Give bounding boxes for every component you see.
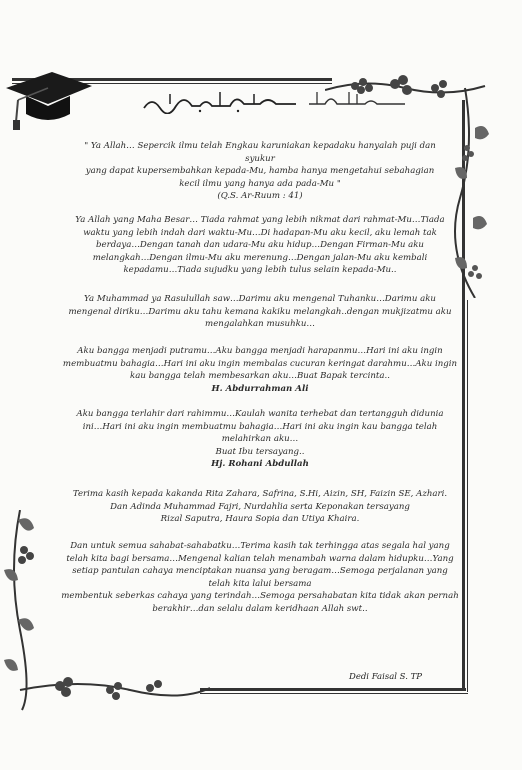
text-line: berakhir…dan selalu dalam keridhaan Allah swt.. <box>152 603 368 614</box>
mother-name: Hj. Rohani Abdullah <box>211 459 309 470</box>
frame-right-thin-line <box>467 300 468 692</box>
text-line: " Ya Allah… Sepercik ilmu telah Engkau karuniakan kepadaku hanyalah puji dan <box>84 141 436 151</box>
frame-bottom-line <box>200 688 466 691</box>
bismillah-calligraphy-icon <box>140 88 300 114</box>
text-line: berdaya…Dengan tanah dan udara-Mu aku hidup…Dengan Firman-Mu aku <box>96 240 424 251</box>
text-line: ini…Hari ini aku ingin membuatmu bahagia…Hari ini aku ingin kau bangga telah <box>82 421 438 432</box>
father-paragraph <box>60 345 460 395</box>
text-line: membentuk seberkas cahaya yang terindah…Semoga persahabatan kita tidak akan pernah <box>61 591 459 602</box>
text-line: Aku bangga menjadi putramu…Aku bangga menjadi harapanmu…Hari ini aku ingin <box>77 346 443 356</box>
text-line: Buat Ibu tersayang.. <box>215 446 305 457</box>
text-line: Ya Allah yang Maha Besar… Tiada rahmat yang lebih nikmat dari rahmat-Mu…Tiada <box>75 215 445 225</box>
text-line: mengenal diriku…Darimu aku tahu kemana kakiku melangkah..dengan mukjizatmu aku <box>68 306 452 317</box>
father-name: H. Abdurrahman Ali <box>211 383 309 394</box>
text-line: kepadamu…Tiada sujudku yang lebih tulus selain kepada-Mu.. <box>123 265 397 276</box>
text-line: melahirkan aku… <box>221 434 299 445</box>
text-line: Dan Adinda Muhammad Fajri, Nurdahlia serta Keponakan tersayang <box>110 501 410 512</box>
text-line: Terima kasih kepada kakanda Rita Zahara, Safrina, S.Hi, Aizin, SH, Faizin SE, Azhari. <box>72 489 448 499</box>
text-line: Dan untuk semua sahabat-sahabatku…Terima kasih tak terhingga atas segala hal yang <box>70 541 450 551</box>
text-line: waktu yang lebih indah dari waktu-Mu…Di hadapan-Mu aku kecil, aku lemah tak <box>83 227 437 238</box>
muhammad-paragraph <box>60 293 460 331</box>
text-line: telah kita lalui bersama <box>208 578 312 589</box>
graduation-cap-icon <box>4 66 94 136</box>
text-line: Rizal Saputra, Haura Sopia dan Utiya Khaira. <box>160 514 360 525</box>
text-line: yang dapat kupersembahkan kepada-Mu, hamba hanya mengetahui sebahagian <box>85 166 435 177</box>
text-line: melangkah…Dengan ilmu-Mu aku merenung…Dengan jalan-Mu aku kembali <box>92 252 428 263</box>
frame-bottom-thin-line <box>200 693 468 694</box>
text-line: telah kita bagi bersama…Mengenal kalian telah menambah warna dalam hidupku…Yang <box>66 553 454 564</box>
text-line: (Q.S. Ar-Ruum : 41) <box>217 191 303 202</box>
text-line: membuatmu bahagia…Hari ini aku ingin membalas cucuran keringat darahmu…Aku ingin <box>62 358 458 369</box>
friends-paragraph <box>60 540 460 616</box>
quote-paragraph <box>60 140 460 203</box>
author-signature: Dedi Faisal S. TP <box>349 672 422 682</box>
text-line: mengalahkan musuhku… <box>205 319 315 330</box>
mother-paragraph <box>60 408 460 471</box>
allah-paragraph <box>60 214 460 277</box>
text-line: kecil ilmu yang hanya ada pada-Mu " <box>179 178 341 189</box>
siblings-paragraph <box>60 488 460 526</box>
text-line: kau bangga telah membesarkan aku…Buat Bapak tercinta.. <box>130 371 390 382</box>
text-line: setiap pantulan cahaya menciptakan nuansa yang beragam…Semoga perjalanan yang <box>72 566 448 577</box>
text-line: Ya Muhammad ya Rasulullah saw…Darimu aku mengenal Tuhanku…Darimu aku <box>84 294 436 304</box>
text-line: syukur <box>245 153 275 164</box>
text-line: Aku bangga terlahir dari rahimmu…Kaulah wanita terhebat dan tertangguh didunia <box>76 409 444 419</box>
